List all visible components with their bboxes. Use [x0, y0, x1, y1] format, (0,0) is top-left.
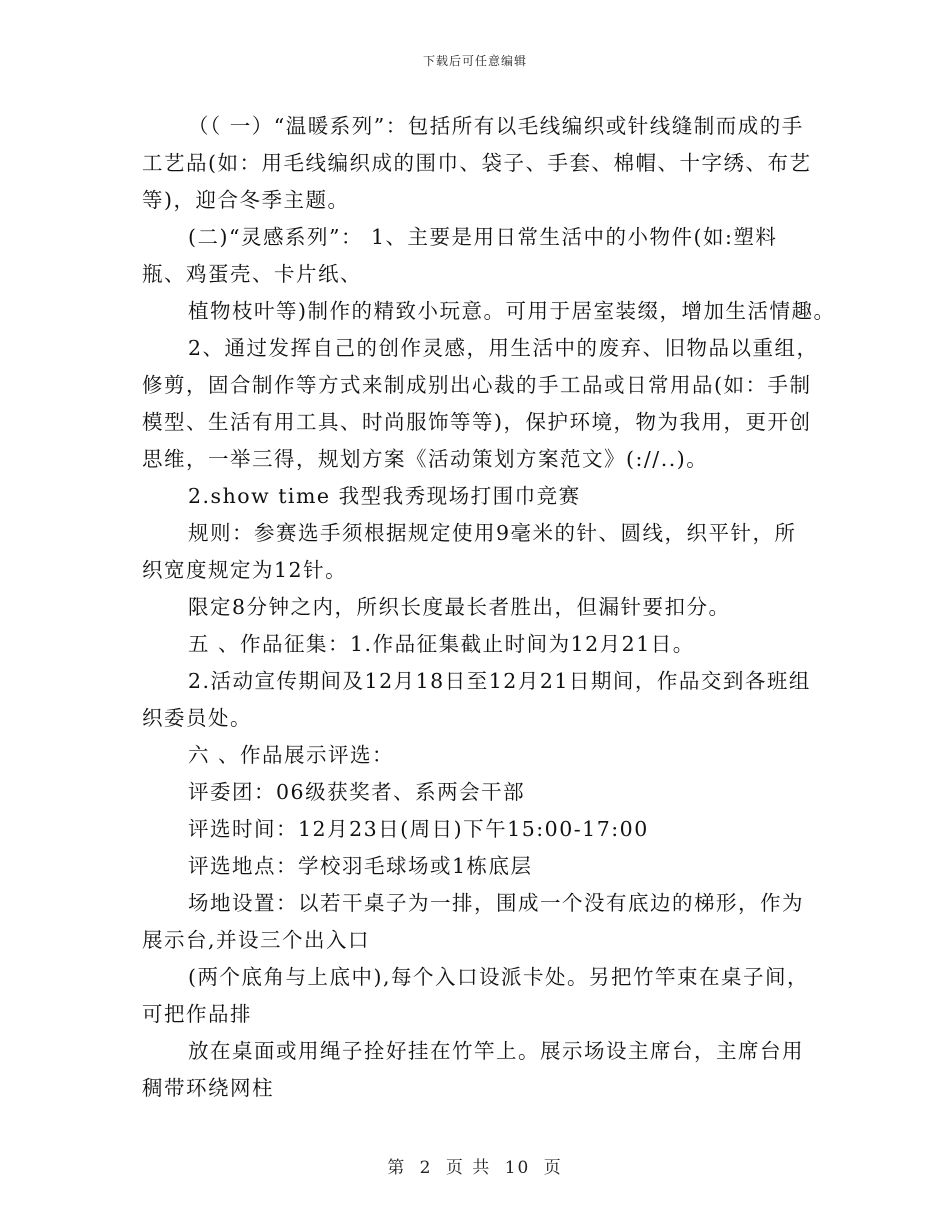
footer-prefix: 第: [387, 1158, 407, 1178]
footer-total-pages: 10: [504, 1158, 531, 1178]
section-heading: 五 、作品征集：1.作品征集截止时间为12月21日。: [188, 632, 695, 656]
document-body: [142, 108, 836, 1107]
paragraph-line: 稠带环绕网柱: [142, 1076, 274, 1100]
footer-suffix: 页: [543, 1158, 563, 1178]
page-header: 下载后可任意编辑: [422, 54, 527, 68]
paragraph-line: （（ 一）“温暖系列”：包括所有以毛线编织或针线缝制而成的手: [188, 114, 804, 138]
paragraph-line: 评选地点：学校羽毛球场或1栋底层: [188, 854, 533, 878]
paragraph-line: 场地设置：以若干桌子为一排，围成一个没有底边的梯形，作为: [188, 891, 804, 915]
paragraph-line: (二)“灵感系列”： 1、主要是用日常生活中的小物件(如:塑料: [188, 225, 778, 249]
paragraph-line: 模型、生活有用工具、时尚服饰等等)，保护环境，物为我用，更开创: [142, 410, 812, 434]
paragraph-line: 规则：参赛选手须根据规定使用9毫米的针、圆线，织平针，所: [188, 521, 797, 545]
paragraph-line: 2.活动宣传期间及12月18日至12月21日期间，作品交到各班组: [188, 669, 811, 693]
paragraph-line: 思维，一举三得，规划方案《活动策划方案范文》(://..)。: [142, 447, 709, 471]
paragraph-line: 2、通过发挥自己的创作灵感，用生活中的废弃、旧物品以重组，: [188, 336, 819, 360]
footer-middle: 页 共: [445, 1158, 492, 1178]
paragraph-line: 等)，迎合冬季主题。: [142, 188, 350, 212]
paragraph-line: 展示台,并设三个出入口: [142, 928, 371, 952]
paragraph-line: 瓶、鸡蛋壳、卡片纸、: [142, 262, 362, 286]
section-heading: 六 、作品展示评选：: [188, 743, 395, 767]
paragraph-line: 工艺品(如：用毛线编织成的围巾、袋子、手套、棉帽、十字绣、布艺: [142, 151, 812, 175]
paragraph-line: 限定8分钟之内，所织长度最长者胜出，但漏针要扣分。: [188, 595, 731, 619]
paragraph-line: 织委员处。: [142, 706, 252, 730]
paragraph-line: 植物枝叶等)制作的精致小玩意。可用于居室装缀，增加生活情趣。: [188, 299, 836, 323]
paragraph-line: 修剪，固合制作等方式来制成别出心裁的手工品或日常用品(如：手制: [142, 373, 812, 397]
page-footer: [0, 1153, 950, 1178]
paragraph-line: 评委团：06级获奖者、系两会干部: [188, 780, 526, 804]
paragraph-line: 评选时间：12月23日(周日)下午15:00-17:00: [188, 817, 649, 841]
footer-page-number: 2: [419, 1158, 433, 1178]
paragraph-line: 织宽度规定为12针。: [142, 558, 348, 582]
paragraph-line: 放在桌面或用绳子拴好挂在竹竿上。展示场设主席台，主席台用: [188, 1039, 804, 1063]
paragraph-line: 可把作品排: [142, 1002, 252, 1026]
paragraph-line: (两个底角与上底中),每个入口设派卡处。另把竹竿束在桌子间，: [188, 965, 810, 989]
paragraph-line: 2.show time 我型我秀现场打围巾竞赛: [188, 484, 581, 508]
